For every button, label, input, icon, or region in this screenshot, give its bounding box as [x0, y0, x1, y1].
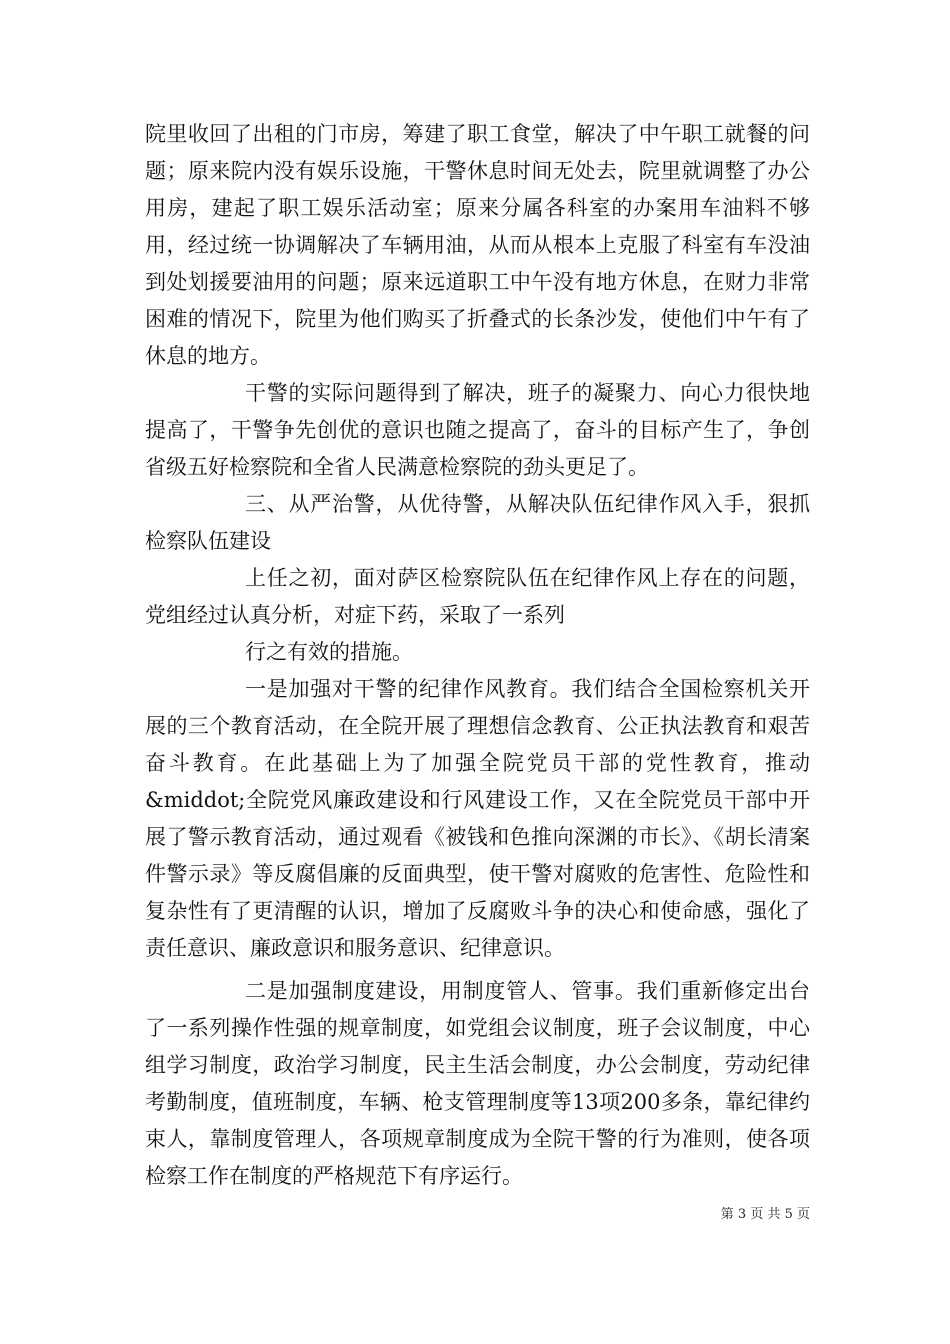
- paragraph-initial-measures: 上任之初，面对萨区检察院队伍在纪律作风上存在的问题，党组经过认真分析，对症下药，采取了一系列: [145, 566, 810, 627]
- section-heading-discipline: 三、从严治警，从优待警，从解决队伍纪律作风入手，狠抓检察队伍建设: [145, 492, 810, 553]
- paragraph-system-building: 二是加强制度建设，用制度管人、管事。我们重新修定出台了一系列操作性强的规章制度，如党组会议制度，班子会议制度，中心组学习制度，政治学习制度，民主生活会制度，办公会制度，劳动纪律考勤制度，值班制度，车辆、枪支管理制度等13项200多条，靠纪律约束人，靠制度管理人，各项规章制度成为全院干警的行为准则，使各项检察工作在制度的严格规范下有序运行。: [145, 979, 810, 1188]
- paragraph-cohesion: 干警的实际问题得到了解决，班子的凝聚力、向心力很快地提高了，干警争先创优的意识也随之提高了，奋斗的目标产生了，争创省级五好检察院和全省人民满意检察院的劲头更足了。: [145, 381, 810, 479]
- page-number-footer: 第 3 页 共 5 页: [720, 1207, 810, 1222]
- paragraph-discipline-education: 一是加强对干警的纪律作风教育。我们结合全国检察机关开展的三个教育活动，在全院开展了理想信念教育、公正执法教育和艰苦奋斗教育。在此基础上为了加强全院党员干部的党性教育，推动&middot;全院党风廉政建设和行风建设工作，又在全院党员干部中开展了警示教育活动，通过观看《被钱和色推向深渊的市长》、《胡长清案件警示录》等反腐倡廉的反面典型，使干警对腐败的危害性、危险性和复杂性有了更清醒的认识，增加了反腐败斗争的决心和使命感，强化了责任意识、廉政意识和服务意识、纪律意识。: [145, 677, 810, 960]
- paragraph-canteen-facilities: 院里收回了出租的门市房，筹建了职工食堂，解决了中午职工就餐的问题；原来院内没有娱乐设施，干警休息时间无处去，院里就调整了办公用房，建起了职工娱乐活动室；原来分属各科室的办案用车油料不够用，经过统一协调解决了车辆用油，从而从根本上克服了科室有车没油到处划援要油用的问题；原来远道职工中午没有地方休息，在财力非常困难的情况下，院里为他们购买了折叠式的长条沙发，使他们中午有了休息的地方。: [145, 122, 810, 368]
- document-body: [145, 116, 810, 1195]
- paragraph-effective-measures: 行之有效的措施。: [245, 640, 413, 664]
